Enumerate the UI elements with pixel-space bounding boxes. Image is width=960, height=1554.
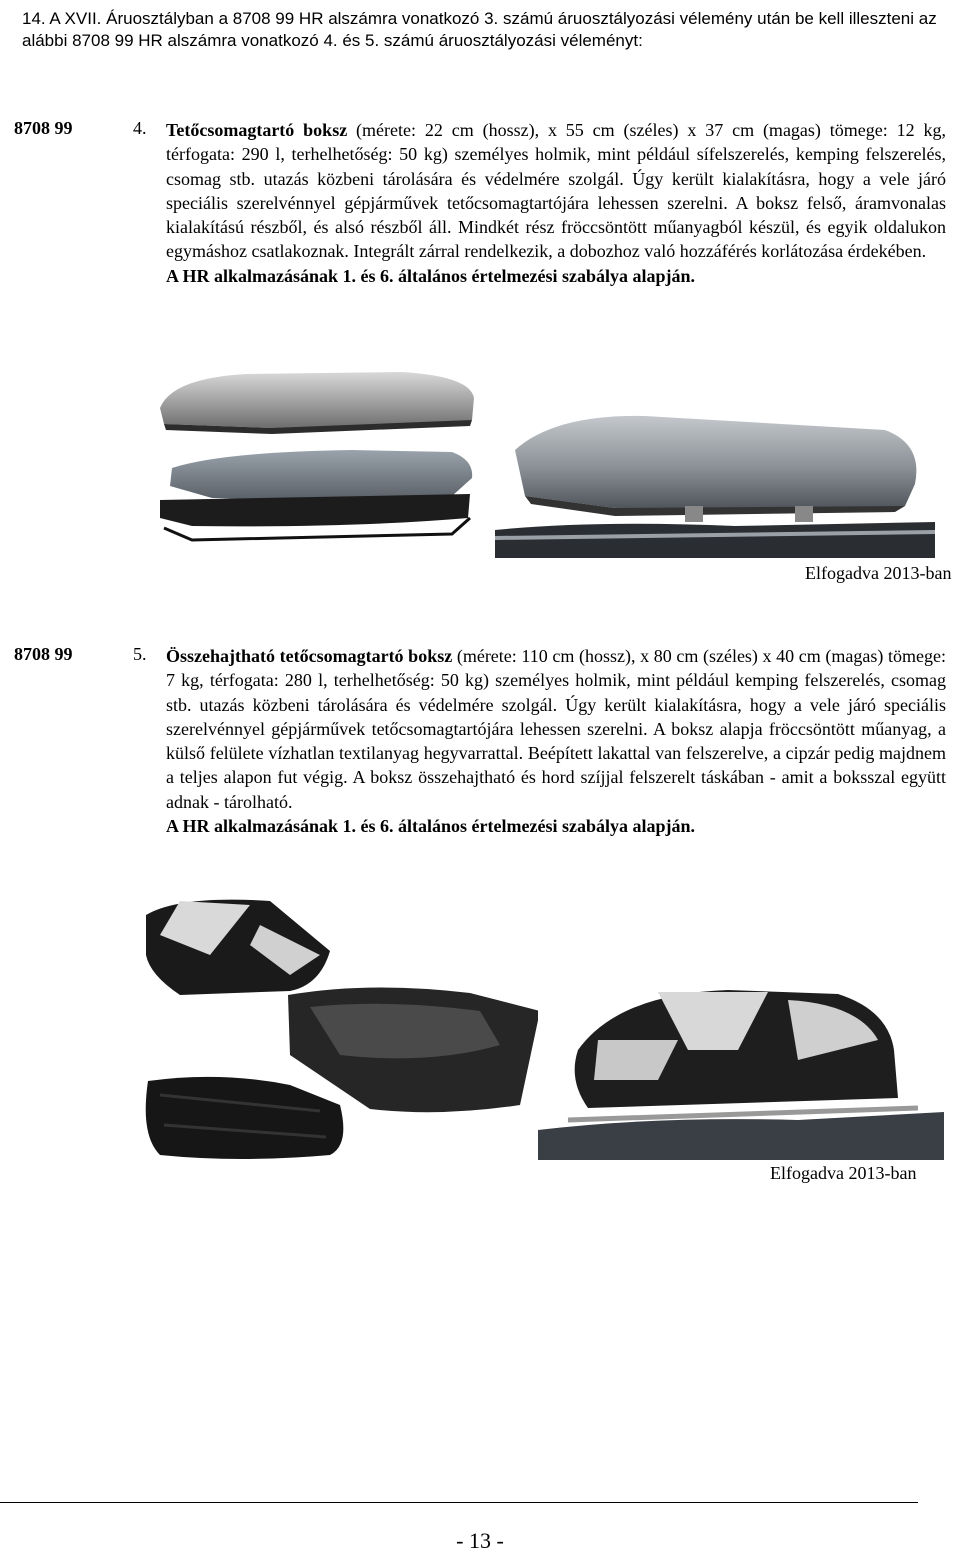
entry-5-caption: Elfogadva 2013-ban xyxy=(770,1163,917,1183)
entry-4-description xyxy=(166,118,946,288)
intro-paragraph: 14. A XVII. Áruosztályban a 8708 99 HR alszámra vonatkozó 3. számú áruosztályozási vélemény után be kell illeszteni az alábbi 8708 99 HR alszámra vonatkozó 4. és 5. számú áruosztályozási véleményt: xyxy=(22,9,937,50)
entry-5-number: 5. xyxy=(133,644,147,664)
entry-4-caption: Elfogadva 2013-ban xyxy=(805,563,952,583)
footer-divider xyxy=(0,1502,918,1503)
entry-4-hs-code: 8708 99 xyxy=(14,118,73,138)
entry-5-body: (mérete: 110 cm (hossz), x 80 cm (széles) x 40 cm (magas) tömege: 7 kg, térfogata: 280 l, terhelhetőség: 50 kg) személyes holmik, mint például kemping felszerelés, csomag stb. utazás közbeni tárolására és védelmére szolgál. Úgy került kialakításra, hogy a vele járó speciális szerelvénnyel gépjárművek tetőcsomagtartójára lehessen szerelni. A boksz alapja fröccsöntött műanyag, a külső felülete vízhatlan textilanyag hegyvarrattal. Beépített lakattal van felszerelve, a cipzár pedig majdnem a teljes alapon fut végig. A boksz összehajtható és hord szíjjal felszerelt táskában - amit a boksszal együtt adnak - tárolható. xyxy=(166,646,946,812)
entry-5-legal-basis: A HR alkalmazásának 1. és 6. általános értelmezési szabálya alapján. xyxy=(166,816,695,837)
entry-5-title: Összehajtható tetőcsomagtartó boksz xyxy=(166,646,453,666)
page-number: - 13 - xyxy=(456,1528,504,1553)
roof-box-open-photo xyxy=(152,368,477,548)
entry-5-hs-code: 8708 99 xyxy=(14,644,73,664)
entry-4-legal-basis: A HR alkalmazásának 1. és 6. általános értelmezési szabálya alapján. xyxy=(166,265,695,286)
entry-4-title: Tetőcsomagtartó boksz xyxy=(166,120,348,140)
entry-4-body: (mérete: 22 cm (hossz), x 55 cm (széles) x 37 cm (magas) tömege: 12 kg, térfogata: 290 l, terhelhetőség: 50 kg) személyes holmik, mint például sífelszerelés, kemping felszerelés, csomag stb. utazás közbeni tárolására és védelmére szolgál. Úgy került kialakításra, hogy a vele járó speciális szerelvénnyel gépjárművek tetőcsomagtartójára lehessen szerelni. A boksz felső, áramvonalas kialakítású részből, és alsó részből áll. Mindkét rész fröccsöntött műanyagból készül, és egyik oldalukon egymáshoz csatlakoznak. Integrált zárral rendelkezik, a dobozhoz való hozzáférés korlátozása érdekében. xyxy=(166,120,946,262)
foldable-box-on-car-photo xyxy=(538,980,944,1160)
foldable-box-parts-photo xyxy=(140,895,550,1163)
entry-5-description xyxy=(166,644,946,838)
roof-box-on-car-photo xyxy=(495,410,935,558)
entry-4-number: 4. xyxy=(133,118,147,138)
